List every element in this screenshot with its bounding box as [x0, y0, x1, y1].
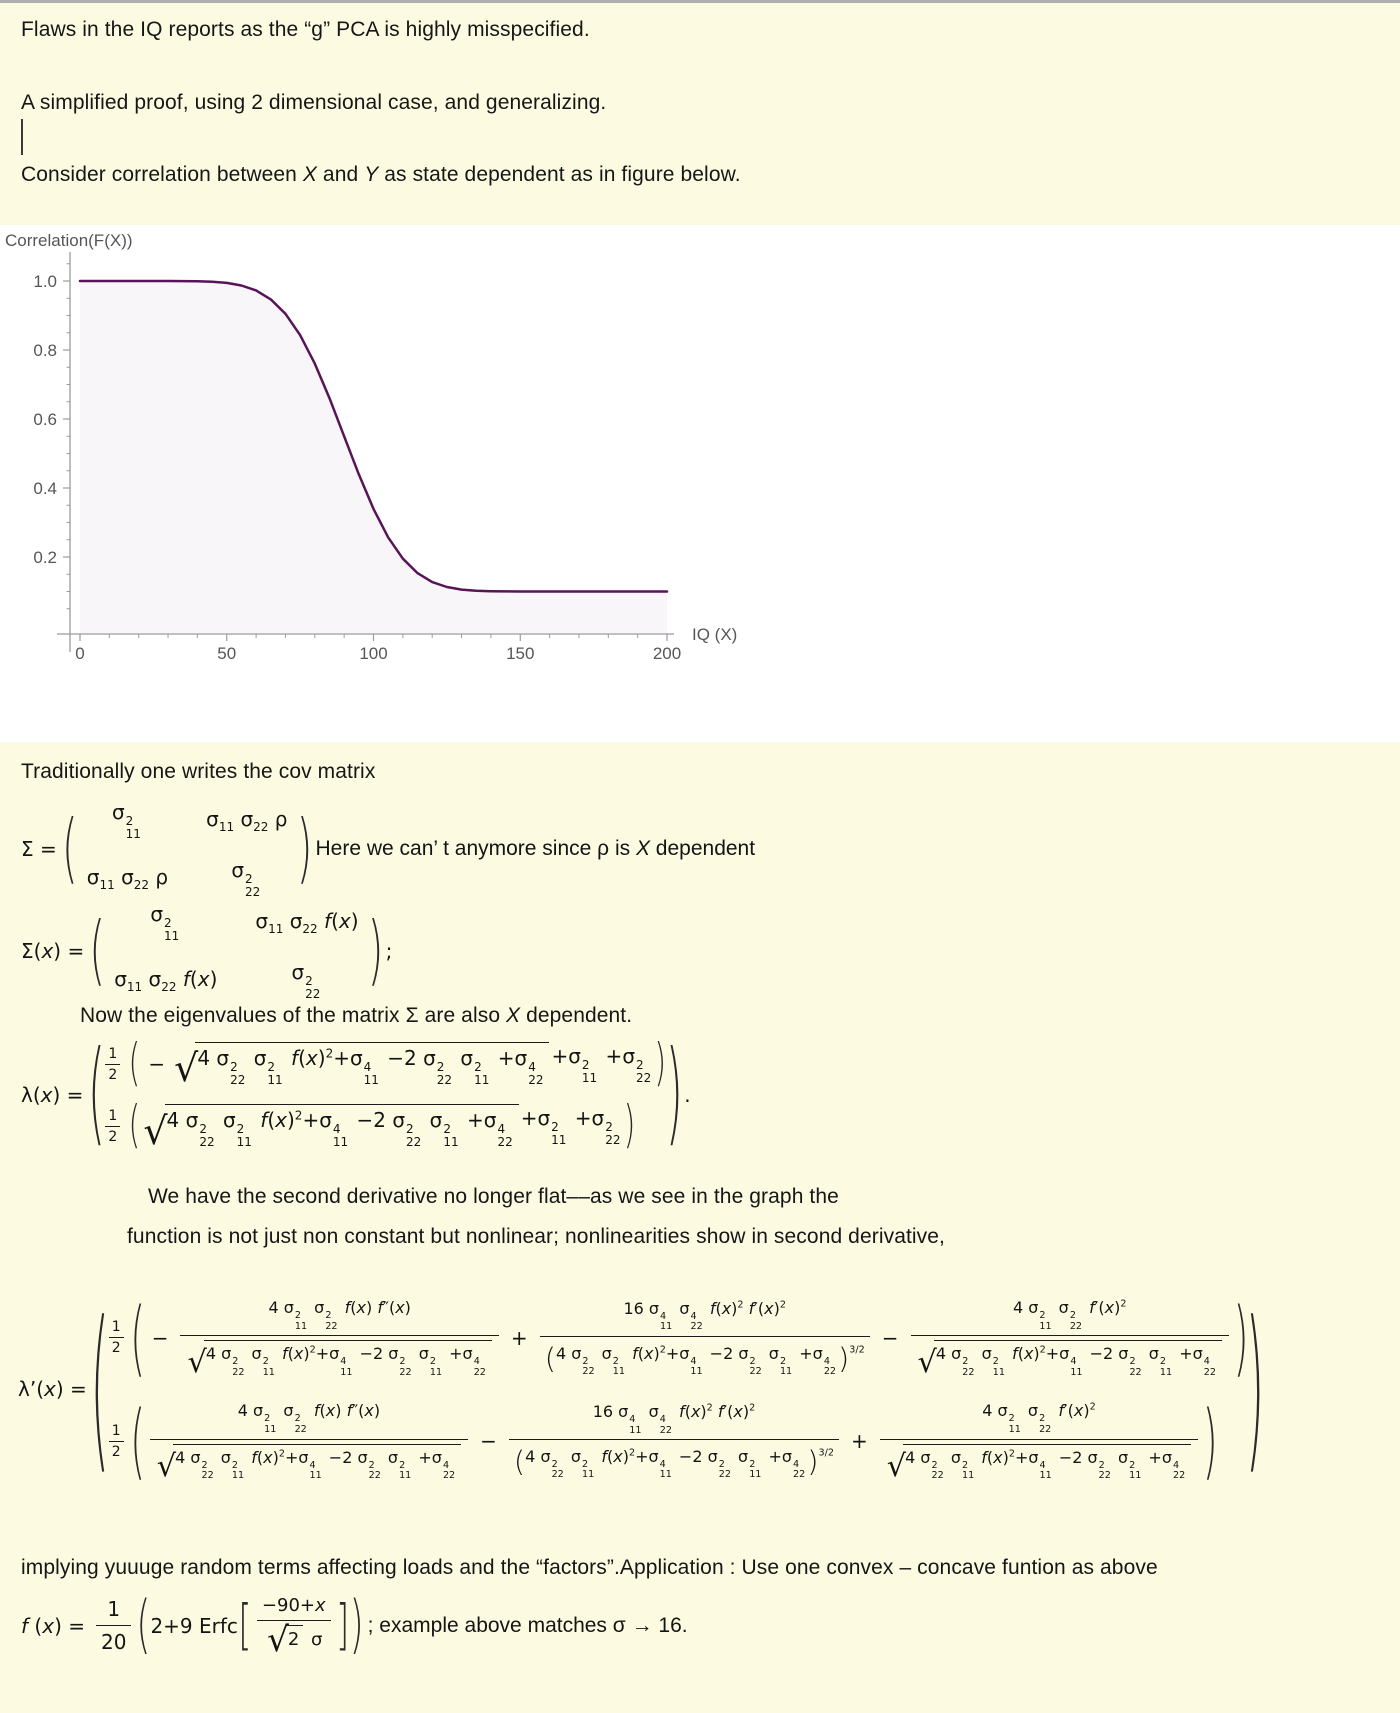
erfc-argument: −90+x √ 2 σ: [257, 1595, 331, 1656]
lambda-prime-lhs: λ’(x) =: [18, 1377, 87, 1402]
right-paren: [297, 829, 311, 869]
one-over-twenty: $\frac{1}{20}$: [96, 1597, 131, 1654]
svg-text:150: 150: [506, 644, 535, 663]
lambda-prime-row-2: [107, 1401, 1248, 1480]
svg-text:50: 50: [217, 644, 237, 663]
cov-matrix: [77, 800, 298, 898]
minus-sign: −: [480, 1429, 497, 1454]
one-half: $\frac{1}{2}$: [109, 1319, 124, 1356]
plus-sign: +: [510, 1325, 528, 1350]
right-paren: [667, 1073, 681, 1117]
minus-sign: −: [151, 1325, 169, 1350]
example-note: ; example above matches σ → 16.: [367, 1613, 688, 1637]
left-paren: [127, 1049, 141, 1079]
one-half: $\frac{1}{2}$: [109, 1423, 124, 1460]
left-paren: [89, 1073, 103, 1117]
left-paren: [63, 829, 77, 869]
rho-dependent-note: Here we can’ t anymore since ρ is X dependent: [315, 837, 756, 861]
matrix-cell: $\sigma_{11}$ $\sigma_{22}$ ρ: [206, 806, 288, 834]
proof-line: A simplified proof, using 2 dimensional case, and generalizing.: [21, 91, 607, 114]
matrix-cell: $\sigma_{11}$ $\sigma_{22}$ f(x): [255, 908, 359, 936]
right-paren: [350, 1608, 364, 1644]
left-paren: [131, 1319, 145, 1357]
consider-line: Consider correlation between X and Y as state dependent as in figure below.: [21, 163, 741, 186]
intro-text-cell[interactable]: [0, 3, 1400, 225]
lambda-prime-row-1: [107, 1298, 1248, 1377]
matrix-cell: $\sigma_{11}$ $\sigma_{22}$ ρ: [86, 864, 169, 892]
erfc-prefix: 2+9 Erfc: [150, 1613, 238, 1638]
right-bracket: [336, 1609, 350, 1643]
second-derivative-line-2: function is not just non constant but nonlinear; nonlinearities show in second derivative,: [127, 1225, 945, 1248]
plus-sign: +: [850, 1429, 868, 1454]
math-text-cell[interactable]: [0, 742, 1400, 1713]
traditionally-line: Traditionally one writes the cov matrix: [21, 760, 376, 783]
left-paren: [127, 1111, 141, 1141]
matrix-cell: σ 2 11: [150, 902, 180, 944]
fx-definition-equation: [21, 1595, 688, 1656]
svg-text:0.6: 0.6: [33, 410, 57, 429]
left-paren: [136, 1608, 150, 1644]
right-paren: [1203, 1422, 1217, 1460]
lambda-row-1: [103, 1042, 667, 1086]
matrix-cell: σ 2 22: [231, 858, 261, 900]
square-root: √ 4 σ 2 22 σ 2 11 $f(x)^2+\sigma$ 4 11 −2 σ 2 22 σ 2 11 +σ 4 22: [174, 1042, 549, 1086]
left-bracket: [238, 1609, 252, 1643]
fraction-C: 4 σ 2 11 σ 2 22 $f'(x)^2$ √ 4 σ 2 22 σ 2 11 $f(x)^2+\sigma$ 4 11 −2 σ 2 22 σ 2 11 +σ 4 22: [880, 1401, 1198, 1480]
svg-text:0.8: 0.8: [33, 341, 57, 360]
tail-terms: +σ 2 11 +σ 2 22: [520, 1106, 621, 1148]
minus-sign: −: [881, 1325, 899, 1350]
svg-text:1.0: 1.0: [33, 272, 57, 291]
eigenvalues-line: Now the eigenvalues of the matrix Σ are also X dependent.: [80, 1004, 633, 1027]
lambda-lhs: λ(x) =: [21, 1083, 84, 1108]
fraction-A: 4 σ 2 11 σ 2 22 f(x) f″(x) √ 4 σ 2 22 σ 2 11 $f(x)^2+\sigma$ 4 11 −2 σ 2 22 σ 2 11 +σ 4 22: [150, 1401, 468, 1480]
sigma-lhs: Σ =: [21, 837, 57, 862]
fx-lhs: f (x) =: [21, 1613, 85, 1638]
fraction-B: 16 σ 4 11 σ 4 22 $f(x)^2$ $f'(x)^2$ (4 σ 2 22 σ 2 11 $f(x)^2+\sigma$ 4 11 −2 σ 2 22 σ 2 11 +σ 4 22 )$^{3/2}$: [540, 1299, 870, 1377]
svg-text:IQ (X): IQ (X): [692, 625, 738, 644]
period: .: [684, 1083, 691, 1108]
svg-text:0.4: 0.4: [33, 479, 57, 498]
svg-text:0: 0: [75, 644, 85, 663]
lambda-prime-equation: [18, 1298, 1262, 1481]
title-line: Flaws in the IQ reports as the “g” PCA is highly misspecified.: [21, 18, 590, 41]
cov-matrix-x-equation: [21, 902, 392, 1000]
square-root: √ 4 σ 2 22 σ 2 11 $f(x)^2+\sigma$ 4 11 −2 σ 2 22 σ 2 11 +σ 4 22: [143, 1104, 518, 1148]
matrix-cell: $\sigma_{11}$ $\sigma_{22}$ f(x): [114, 966, 218, 994]
correlation-vs-iq-plot: [0, 246, 760, 726]
left-paren: [131, 1422, 145, 1460]
left-paren: [90, 931, 104, 971]
matrix-cell: σ 2 11: [111, 800, 141, 842]
semicolon: ;: [385, 939, 393, 964]
svg-text:100: 100: [359, 644, 388, 663]
one-half: $\frac{1}{2}$: [105, 1046, 120, 1083]
matrix-cell: σ 2 22: [291, 960, 321, 1002]
second-derivative-line-1: We have the second derivative no longer flat––as we see in the graph the: [148, 1185, 839, 1208]
right-paren: [369, 931, 383, 971]
right-paren: [623, 1111, 637, 1141]
text-cursor: [21, 119, 23, 155]
fraction-C: 4 σ 2 11 σ 2 22 $f'(x)^2$ √ 4 σ 2 22 σ 2 11 $f(x)^2+\sigma$ 4 11 −2 σ 2 22 σ 2 11 +σ 4 22: [911, 1298, 1229, 1377]
one-half: $\frac{1}{2}$: [105, 1108, 120, 1145]
left-paren: [93, 1365, 107, 1413]
minus-sign: −: [148, 1052, 166, 1077]
svg-text:200: 200: [652, 644, 682, 663]
tail-terms: +σ 2 11 +σ 2 22: [551, 1044, 652, 1086]
y-axis-title: Correlation(F(X)): [5, 231, 133, 250]
plot-output-cell[interactable]: [0, 225, 1400, 742]
right-paren: [1248, 1365, 1262, 1413]
fraction-B: 16 σ 4 11 σ 4 22 $f(x)^2$ $f'(x)^2$ (4 σ 2 22 σ 2 11 $f(x)^2+\sigma$ 4 11 −2 σ 2 22 σ 2 11 +σ 4 22 )$^{3/2}$: [509, 1402, 839, 1480]
cov-matrix-x: [104, 902, 368, 1000]
cov-matrix-equation: [21, 800, 755, 898]
svg-text:0.2: 0.2: [33, 548, 57, 567]
sigma-x-lhs: Σ(x) =: [21, 939, 85, 964]
lambda-row-2: [103, 1104, 667, 1148]
fraction-A: 4 σ 2 11 σ 2 22 f(x) f″(x) √ 4 σ 2 22 σ 2 11 $f(x)^2+\sigma$ 4 11 −2 σ 2 22 σ 2 11 +σ 4 22: [180, 1298, 498, 1377]
implying-line: implying yuuuge random terms affecting loads and the “factors”.Application : Use one convex – concave funtion as above: [21, 1556, 1158, 1579]
lambda-equation: [21, 1042, 691, 1148]
